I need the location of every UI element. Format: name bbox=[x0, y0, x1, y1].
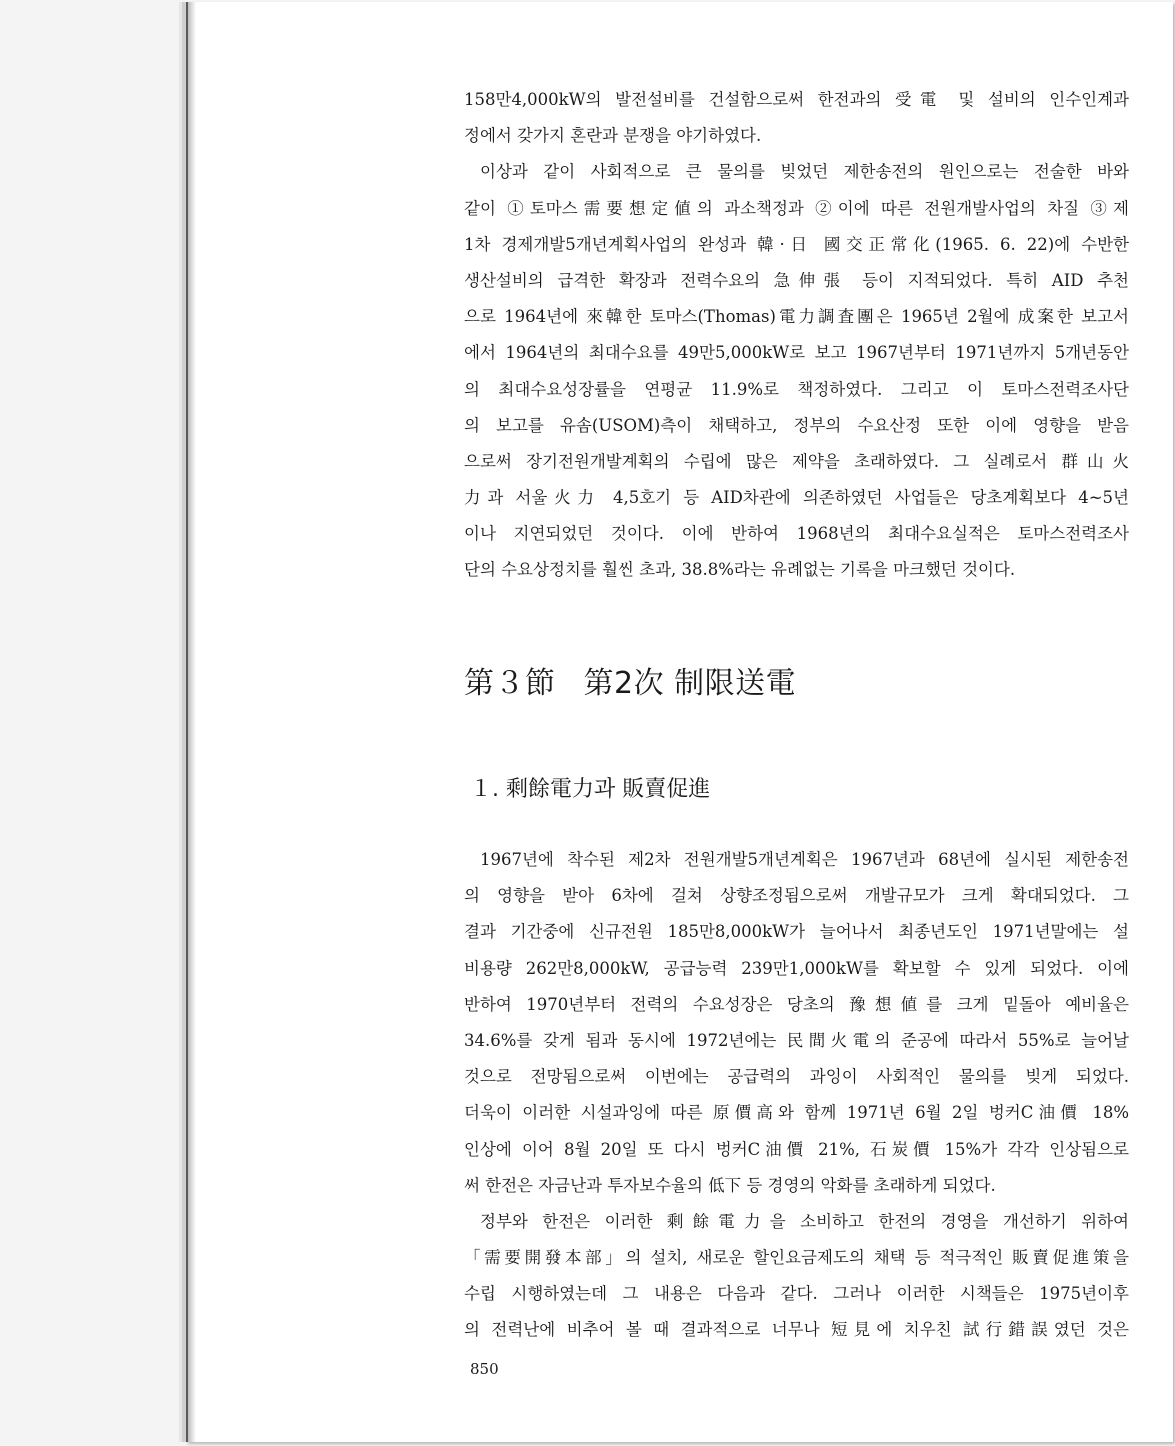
section-title-text: 第2次 制限送電 bbox=[583, 666, 797, 701]
text-line: 으로써 장기전원개발계획의 수립에 많은 제약을 초래하였다. 그 실례로서 群山火 bbox=[464, 451, 1129, 471]
text-line: 의 보고를 유솜(USOM)측이 채택하고, 정부의 수요산정 또한 이에 영향을 받음 bbox=[464, 415, 1129, 435]
text-line: 인상에 이어 8월 20일 또 다시 벙커C油價 21%, 石炭價 15%가 각각 인상됨으로 bbox=[464, 1139, 1129, 1159]
text-line: 결과 기간중에 신규전원 185만8,000kW가 늘어나서 최종년도인 1971년말에는 설 bbox=[464, 922, 1129, 942]
text-line: 力과 서울火力 4,5호기 등 AID차관에 의존하였던 사업들은 당초계획보다 4~5년 bbox=[464, 488, 1129, 508]
text-line: 정에서 갖가지 혼란과 분쟁을 야기하였다. bbox=[464, 126, 762, 146]
text-block-bottom bbox=[464, 842, 1129, 1349]
text-line: 의 최대수요성장률을 연평균 11.9%로 책정하였다. 그리고 이 토마스전력조사단 bbox=[464, 379, 1129, 399]
text-line: 생산설비의 급격한 확장과 전력수요의 急伸張 등이 지적되었다. 특히 AID 추천 bbox=[464, 270, 1129, 290]
text-line: 써 한전은 자금난과 투자보수율의 低下 등 경영의 악화를 초래하게 되었다. bbox=[464, 1175, 996, 1195]
text-line: 이나 지연되었던 것이다. 이에 반하여 1968년의 최대수요실적은 토마스전력조사 bbox=[464, 524, 1129, 544]
text-line: 정부와 한전은 이러한 剩餘電力을 소비하고 한전의 경영을 개선하기 위하여 bbox=[480, 1211, 1129, 1231]
text-line: 에서 1964년의 최대수요를 49만5,000kW로 보고 1967년부터 1971년까지 5개년동안 bbox=[464, 343, 1129, 363]
text-line: 「需要開發本部」의 설치, 새로운 할인요금제도의 채택 등 적극적인 販賣促進策을 bbox=[464, 1248, 1129, 1268]
text-line: 으로 1964년에 來韓한 토마스(Thomas)電力調査團은 1965년 2월에 成案한 보고서 bbox=[464, 307, 1129, 327]
book-page bbox=[186, 2, 1173, 1442]
text-line: 더욱이 이러한 시설과잉에 따른 原價高와 함께 1971년 6월 2일 벙커C油價 18% bbox=[464, 1103, 1129, 1123]
paragraph-continuation bbox=[464, 82, 1129, 154]
text-line: 1967년에 착수된 제2차 전원개발5개년계획은 1967년과 68년에 실시된 제한송전 bbox=[480, 850, 1129, 869]
section-heading bbox=[464, 658, 796, 702]
text-line: 158만4,000kW의 발전설비를 건설함으로써 한전과의 受電 및 설비의 인수인계과 bbox=[464, 90, 1129, 109]
paragraph-promotion bbox=[464, 1204, 1129, 1349]
text-block-top bbox=[464, 82, 1129, 589]
text-line: 의 영향을 받아 6차에 걸쳐 상향조정됨으로써 개발규모가 크게 확대되었다. 그 bbox=[464, 886, 1129, 906]
section-number: 第３節 bbox=[464, 666, 556, 701]
text-line: 1차 경제개발5개년계획사업의 완성과 韓·日 國交正常化(1965. 6. 22)에 수반한 bbox=[464, 234, 1129, 254]
text-line: 의 전력난에 비추어 볼 때 결과적으로 너무나 短見에 치우친 試行錯誤였던 것은 bbox=[464, 1320, 1129, 1340]
text-line: 비용량 262만8,000kW, 공급능력 239만1,000kW를 확보할 수 있게 되었다. 이에 bbox=[464, 958, 1129, 978]
subsection-heading: １. 剩餘電力과 販賣促進 bbox=[470, 777, 711, 802]
binding-shadow bbox=[188, 2, 196, 1442]
text-line: 수립 시행하였는데 그 내용은 다음과 같다. 그러나 이러한 시책들은 1975년이후 bbox=[464, 1284, 1129, 1304]
text-line: 34.6%를 갖게 됨과 동시에 1972년에는 民間火電의 준공에 따라서 55%로 늘어날 bbox=[464, 1030, 1129, 1050]
paragraph-causes bbox=[464, 154, 1129, 588]
text-line: 같이 ①토마스需要想定値의 과소책정과 ②이에 따른 전원개발사업의 차질 ③제 bbox=[464, 198, 1129, 218]
text-line: 단의 수요상정치를 훨씬 초과, 38.8%라는 유례없는 기록을 마크했던 것이다. bbox=[464, 560, 1016, 580]
paragraph-surplus bbox=[464, 842, 1129, 1204]
text-line: 것으로 전망됨으로써 이번에는 공급력의 과잉이 사회적인 물의를 빚게 되었다. bbox=[464, 1067, 1129, 1087]
text-line: 이상과 같이 사회적으로 큰 물의를 빚었던 제한송전의 원인으로는 전술한 바와 bbox=[480, 162, 1129, 182]
page-number: 850 bbox=[470, 1360, 499, 1378]
text-line: 반하여 1970년부터 전력의 수요성장은 당초의 豫想値를 크게 밑돌아 예비율은 bbox=[464, 994, 1129, 1014]
